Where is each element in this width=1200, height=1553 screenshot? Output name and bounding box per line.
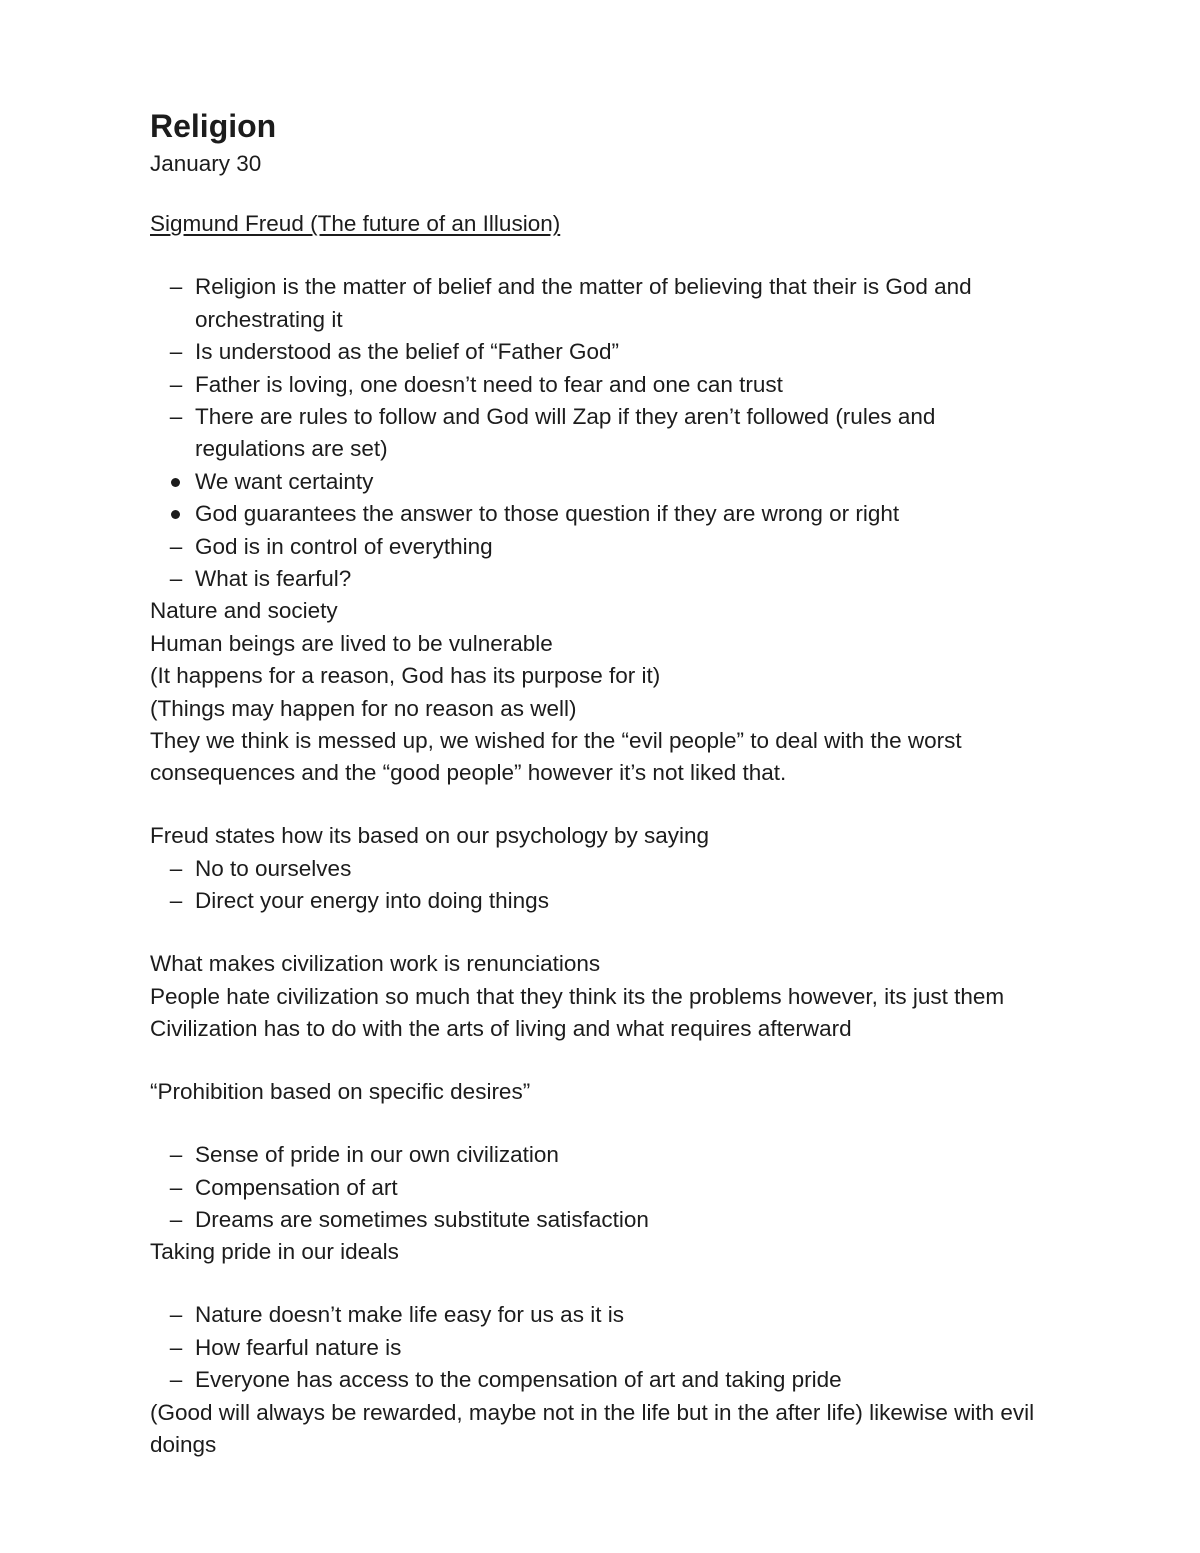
list-item-text: What is fearful? [195, 566, 352, 592]
blank-line [150, 1046, 1050, 1077]
list-item-text: Direct your energy into doing things [195, 888, 549, 914]
list-item-text: Nature doesn’t make life easy for us as it is [195, 1302, 624, 1328]
blank-line [150, 241, 1050, 272]
dash-marker: – [169, 1142, 183, 1168]
list-item-text: We want certainty [195, 468, 374, 494]
list-item [150, 1364, 1050, 1396]
list-item-text: Compensation of art [195, 1174, 398, 1200]
list-item-text: How fearful nature is [195, 1334, 402, 1360]
dash-marker: – [169, 566, 183, 592]
bullet-list-religion [150, 271, 1050, 595]
pride-line: Taking pride in our ideals [150, 1239, 399, 1265]
list-item [150, 1299, 1050, 1331]
list-item [150, 1204, 1050, 1236]
list-item [150, 498, 1050, 530]
paragraph-group-1 [150, 595, 1050, 789]
paragraph: They we think is messed up, we wished for the “evil people” to deal with the worst consequences and the “good people” however it’s not liked that. [150, 728, 962, 786]
note-title: Religion [150, 108, 277, 144]
list-item [150, 853, 1050, 885]
paragraph-group-2 [150, 948, 1050, 1045]
dash-marker: – [169, 274, 183, 300]
paragraph: (Things may happen for no reason as well) [150, 695, 577, 721]
paragraph: Human beings are lived to be vulnerable [150, 630, 553, 656]
dash-marker: – [169, 404, 183, 429]
dash-marker: – [169, 1302, 183, 1328]
note-date: January 30 [150, 151, 262, 176]
paragraph: What makes civilization work is renunciations [150, 951, 601, 977]
dash-marker: – [169, 371, 183, 397]
list-item [150, 531, 1050, 563]
blank-line [150, 918, 1050, 949]
list-item-text: Is understood as the belief of “Father God” [195, 339, 619, 365]
dash-marker: – [169, 1367, 183, 1393]
list-item [150, 336, 1050, 368]
list-item [150, 466, 1050, 498]
section-heading: Sigmund Freud (The future of an Illusion) [150, 211, 561, 237]
bullet-list-civilization [150, 1139, 1050, 1236]
paragraph: (It happens for a reason, God has its purpose for it) [150, 663, 661, 689]
list-item-text: God is in control of everything [195, 533, 493, 559]
prohibition-quote: “Prohibition based on specific desires” [150, 1079, 531, 1105]
dash-marker: – [169, 339, 183, 365]
list-item [150, 271, 1050, 336]
list-item [150, 369, 1050, 401]
paragraph: Civilization has to do with the arts of living and what requires afterward [150, 1016, 852, 1042]
list-item [150, 1172, 1050, 1204]
list-item-text: Father is loving, one doesn’t need to fear and one can trust [195, 371, 783, 397]
dash-marker: – [169, 888, 183, 914]
list-item-text: Dreams are sometimes substitute satisfaction [195, 1206, 649, 1232]
closing-paragraph: (Good will always be rewarded, maybe not in the life but in the after life) likewise with evil doings [150, 1399, 1035, 1457]
list-item-text: Everyone has access to the compensation of art and taking pride [195, 1367, 842, 1393]
list-item [150, 401, 1050, 466]
bullet-list-nature [150, 1299, 1050, 1396]
freud-intro: Freud states how its based on our psychology by saying [150, 823, 710, 849]
list-item [150, 1332, 1050, 1364]
list-item [150, 563, 1050, 595]
blank-line [150, 790, 1050, 821]
list-item [150, 885, 1050, 917]
list-item-text: No to ourselves [195, 855, 352, 881]
blank-line [150, 1269, 1050, 1300]
paragraph: People hate civilization so much that they think its the problems however, its just them [150, 983, 1005, 1009]
list-item-text: Sense of pride in our own civilization [195, 1142, 559, 1168]
dash-marker: – [169, 533, 183, 559]
list-item [150, 1139, 1050, 1171]
dash-marker: – [169, 1334, 183, 1360]
blank-line [150, 1109, 1050, 1140]
list-item-text: Religion is the matter of belief and the matter of believing that their is God and orchestrating it [195, 274, 972, 332]
bullet-list-psychology [150, 853, 1050, 918]
dash-marker: – [169, 855, 183, 881]
dash-marker: – [169, 1174, 183, 1200]
list-item-text: There are rules to follow and God will Zap if they aren’t followed (rules and regulations are set) [195, 404, 936, 462]
note-page [150, 106, 1050, 1461]
paragraph: Nature and society [150, 598, 338, 624]
dash-marker: – [169, 1206, 183, 1232]
list-item-text: God guarantees the answer to those question if they are wrong or right [195, 501, 900, 527]
